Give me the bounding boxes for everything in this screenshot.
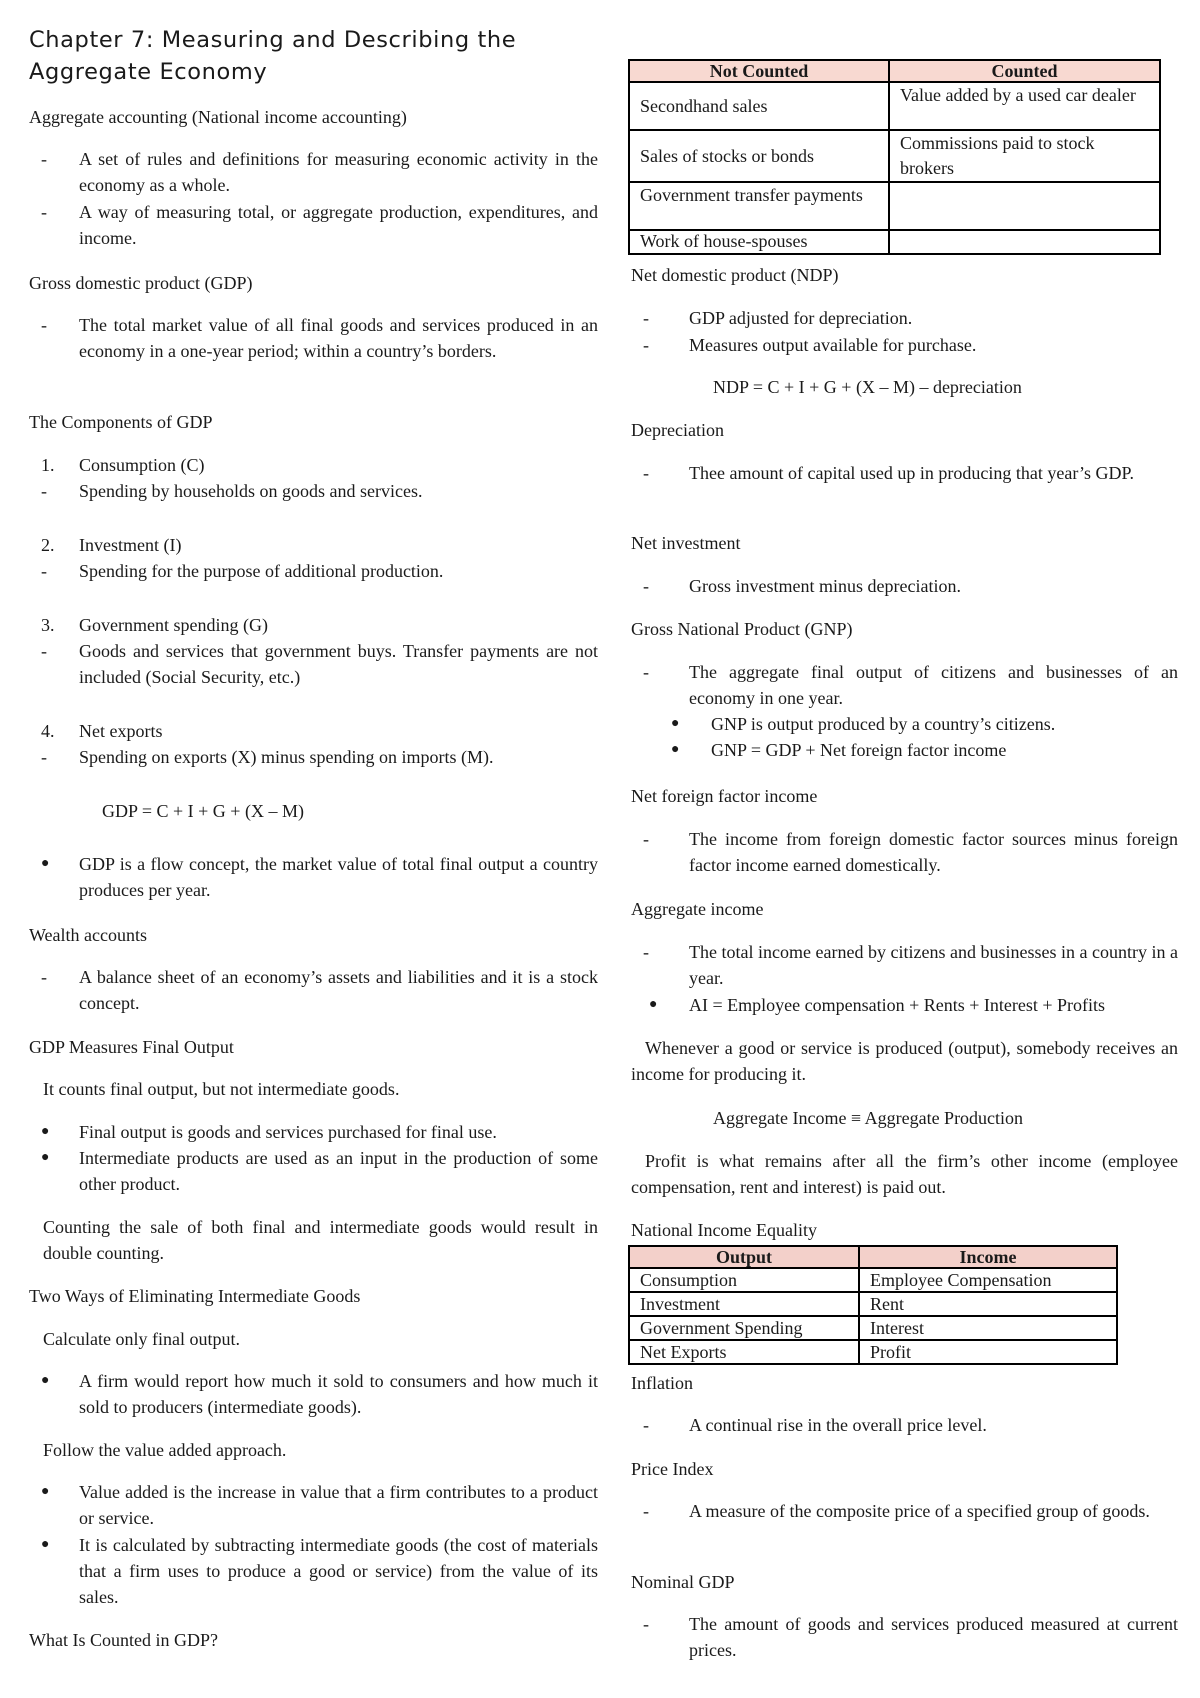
inflation-heading: Inflation [631,1373,693,1393]
list-item: ● Intermediate products are used as an input in the production of some other product. [41,1148,598,1194]
list-item: 2. Investment (I) [41,535,182,555]
wealth-heading: Wealth accounts [29,925,148,945]
nffi-heading: Net foreign factor income [631,786,818,806]
ndp-heading: Net domestic product (NDP) [631,265,839,285]
list-item: - A balance sheet of an economy’s assets and liabilities and it is a stock concept. [41,967,598,1013]
income-para: Whenever a good or service is produced (output), somebody receives an income for producing it. [631,1038,1178,1084]
table-row: Secondhand sales Value added by a used car dealer [629,82,1160,130]
list-item: - A way of measuring total, or aggregate production, expenditures, and income. [41,202,598,248]
profit-para: Profit is what remains after all the firm’s other income (employee compensation, rent and interest) is paid out. [631,1151,1178,1197]
table-row: Consumption Employee Compensation [629,1268,1117,1292]
way-two: Follow the value added approach. [43,1440,287,1460]
list-item: - The amount of goods and services produced measured at current prices. [643,1614,1178,1660]
table-row: Sales of stocks or bonds Commissions paid to stock brokers [629,130,1160,182]
income-table [628,1245,1118,1365]
gnp-heading: Gross National Product (GNP) [631,619,853,639]
list-item: - A continual rise in the overall price level. [643,1415,987,1435]
table-row: Investment Rent [629,1292,1117,1316]
table-row: Net Exports Profit [629,1340,1117,1364]
list-item: - GDP adjusted for depreciation. [643,308,913,328]
net-investment-heading: Net investment [631,533,741,553]
ndp-formula: NDP = C + I + G + (X – M) – depreciation [713,377,1022,397]
list-item: - Goods and services that government buys. Transfer payments are not included (Social Security, etc.) [41,641,598,687]
list-item: - A set of rules and definitions for measuring economic activity in the economy as a whole. [41,149,598,195]
table-row: Government Spending Interest [629,1316,1117,1340]
list-item: - Measures output available for purchase. [643,335,977,355]
final-output-heading: GDP Measures Final Output [29,1037,234,1057]
list-item: - The total market value of all final goods and services produced in an economy in a one-year period; within a country’s borders. [41,315,598,361]
list-item: - A measure of the composite price of a specified group of goods. [643,1501,1150,1521]
table-row: Work of house-spouses [629,230,1160,254]
list-item: ● Value added is the increase in value that a firm contributes to a product or service. [41,1482,598,1528]
table-header-row [629,60,1160,82]
list-item: - Gross investment minus depreciation. [643,576,961,596]
header-not-counted: Not Counted [629,60,889,82]
two-ways-heading: Two Ways of Eliminating Intermediate Goods [29,1286,361,1306]
depreciation-heading: Depreciation [631,420,724,440]
table-row: Government transfer payments [629,182,1160,230]
nominal-gdp-heading: Nominal GDP [631,1572,735,1592]
list-item: - Spending by households on goods and services. [41,481,423,501]
way-one: Calculate only final output. [43,1329,240,1349]
counted-table [628,59,1161,255]
list-item: ● It is calculated by subtracting intermediate goods (the cost of materials that a firm uses to produce a good or service) from the value of its sales. [41,1535,598,1607]
list-item: ● A firm would report how much it sold to consumers and how much it sold to producers (intermediate goods). [41,1371,598,1417]
list-item: 3. Government spending (G) [41,615,268,635]
chapter-title: Chapter 7: Measuring and Describing the Aggregate Economy [29,27,517,85]
table-header-row [629,1246,1117,1268]
list-item: - Spending on exports (X) minus spending on imports (M). [41,747,494,767]
what-counted-heading: What Is Counted in GDP? [29,1630,218,1650]
header-output: Output [629,1246,859,1268]
nie-heading: National Income Equality [631,1220,817,1240]
gdp-formula: GDP = C + I + G + (X – M) [102,801,304,821]
list-item: - Thee amount of capital used up in producing that year’s GDP. [643,463,1135,483]
list-item: ● GDP is a flow concept, the market value of total final output a country produces per year. [41,854,598,900]
list-item: - The total income earned by citizens and businesses in a country in a year. [643,942,1178,988]
list-item: ● GNP = GDP + Net foreign factor income [671,740,1007,760]
price-index-heading: Price Index [631,1459,714,1479]
components-heading: The Components of GDP [29,412,213,432]
list-item: ● Final output is goods and services purchased for final use. [41,1122,497,1142]
header-income: Income [859,1246,1117,1268]
list-item: ● AI = Employee compensation + Rents + Interest + Profits [649,995,1106,1015]
list-item: 1. Consumption (C) [41,455,205,475]
list-item: - The income from foreign domestic factor sources minus foreign factor income earned domestically. [643,829,1178,875]
income-identity: Aggregate Income ≡ Aggregate Production [713,1108,1024,1128]
list-item: ● GNP is output produced by a country’s citizens. [671,714,1056,734]
aggregate-income-heading: Aggregate income [631,899,764,919]
list-item: - Spending for the purpose of additional production. [41,561,444,581]
gdp-heading: Gross domestic product (GDP) [29,273,253,293]
double-counting-note: Counting the sale of both final and intermediate goods would result in double counting. [43,1217,598,1263]
header-counted: Counted [889,60,1160,82]
list-item: - The aggregate final output of citizens and businesses of an economy in one year. [643,662,1178,708]
aggregate-accounting-heading: Aggregate accounting (National income accounting) [29,107,407,127]
final-output-intro: It counts final output, but not intermediate goods. [43,1079,400,1099]
list-item: 4. Net exports [41,721,163,741]
